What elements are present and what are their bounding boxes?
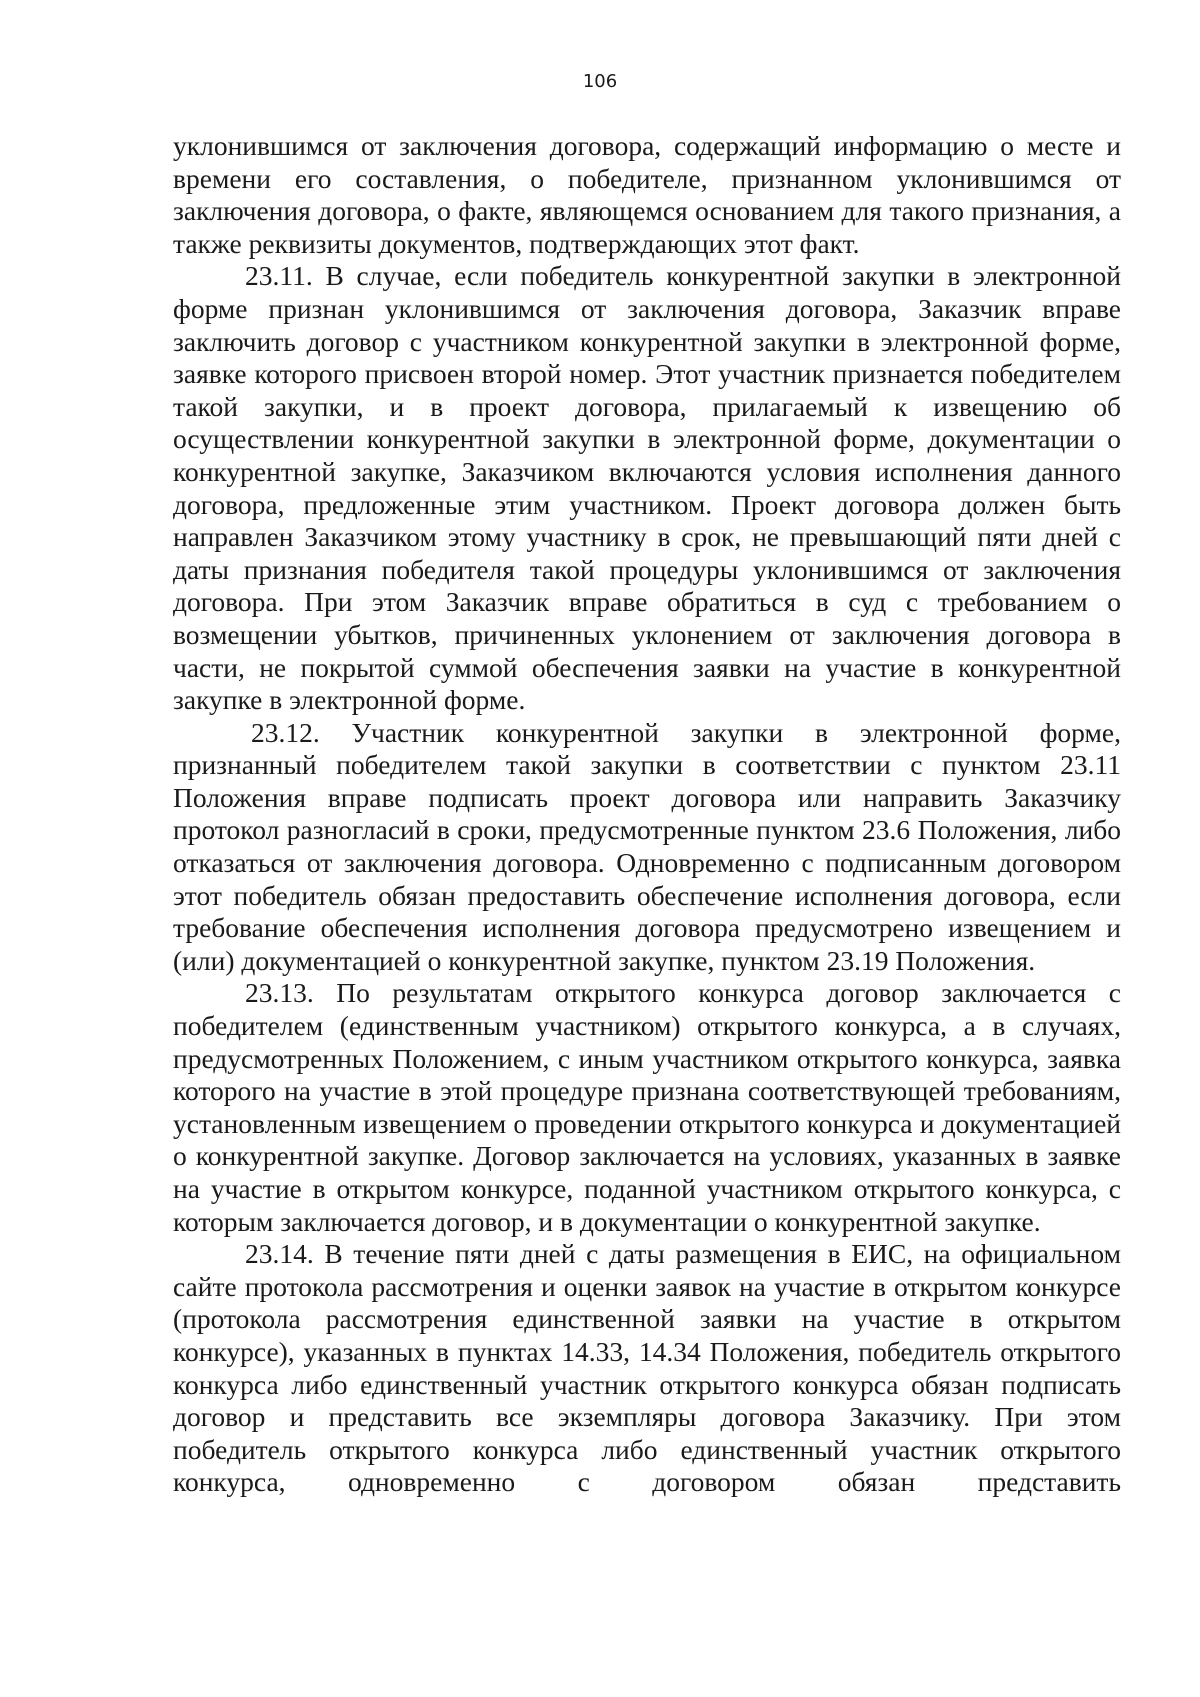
paragraph-clause-23-14: 23.14. В течение пяти дней с даты размещения в ЕИС, на официальном сайте протокола рассмотрения и оценки заявок на участие в открытом конкурсе (протокола рассмотрения единственной заявки на участие в открытом конкурсе), указанных в пунктах 14.33, 14.34 Положения, победитель открытого конкурса либо единственный участник открытого конкурса обязан подписать договор и представить все экземпляры договора Заказчику. При этом победитель открытого конкурса либо единственный участник открытого конкурса, одновременно с договором обязан представить — [173, 1238, 1121, 1498]
paragraph-clause-23-13: 23.13. По результатам открытого конкурса договор заключается с победителем (единственным участником) открытого конкурса, а в случаях, предусмотренных Положением, с иным участником открытого конкурса, заявка которого на участие в этой процедуре признана соответствующей требованиям, установленным извещением о проведении открытого конкурса и документацией о конкурентной закупке. Договор заключается на условиях, указанных в заявке на участие в открытом конкурсе, поданной участником открытого конкурса, с которым заключается договор, и в документации о конкурентной закупке. — [173, 977, 1121, 1237]
document-body — [173, 130, 1121, 1499]
paragraph-continuation: уклонившимся от заключения договора, содержащий информацию о месте и времени его составления, о победителе, признанном уклонившимся от заключения договора, о факте, являющемся основанием для такого признания, а также реквизиты документов, подтверждающих этот факт. — [173, 130, 1121, 259]
page-number: 106 — [582, 71, 618, 92]
paragraph-clause-23-11: 23.11. В случае, если победитель конкурентной закупки в электронной форме признан уклонившимся от заключения договора, Заказчик вправе заключить договор с участником конкурентной закупки в электронной форме, заявке которого присвоен второй номер. Этот участник признается победителем такой закупки, и в проект договора, прилагаемый к извещению об осуществлении конкурентной закупки в электронной форме, документации о конкурентной закупке, Заказчиком включаются условия исполнения данного договора, предложенные этим участником. Проект договора должен быть направлен Заказчиком этому участнику в срок, не превышающий пяти дней с даты признания победителя такой процедуры уклонившимся от заключения договора. При этом Заказчик вправе обратиться в суд с требованием о возмещении убытков, причиненных уклонением от заключения договора в части, не покрытой суммой обеспечения заявки на участие в конкурентной закупке в электронной форме. — [173, 260, 1121, 716]
paragraph-clause-23-12: 23.12. Участник конкурентной закупки в электронной форме, признанный победителем такой закупки в соответствии с пунктом 23.11 Положения вправе подписать проект договора или направить Заказчику протокол разногласий в сроки, предусмотренные пунктом 23.6 Положения, либо отказаться от заключения договора. Одновременно с подписанным договором этот победитель обязан предоставить обеспечение исполнения договора, если требование обеспечения исполнения договора предусмотрено извещением и (или) документацией о конкурентной закупке, пунктом 23.19 Положения. — [173, 716, 1121, 976]
